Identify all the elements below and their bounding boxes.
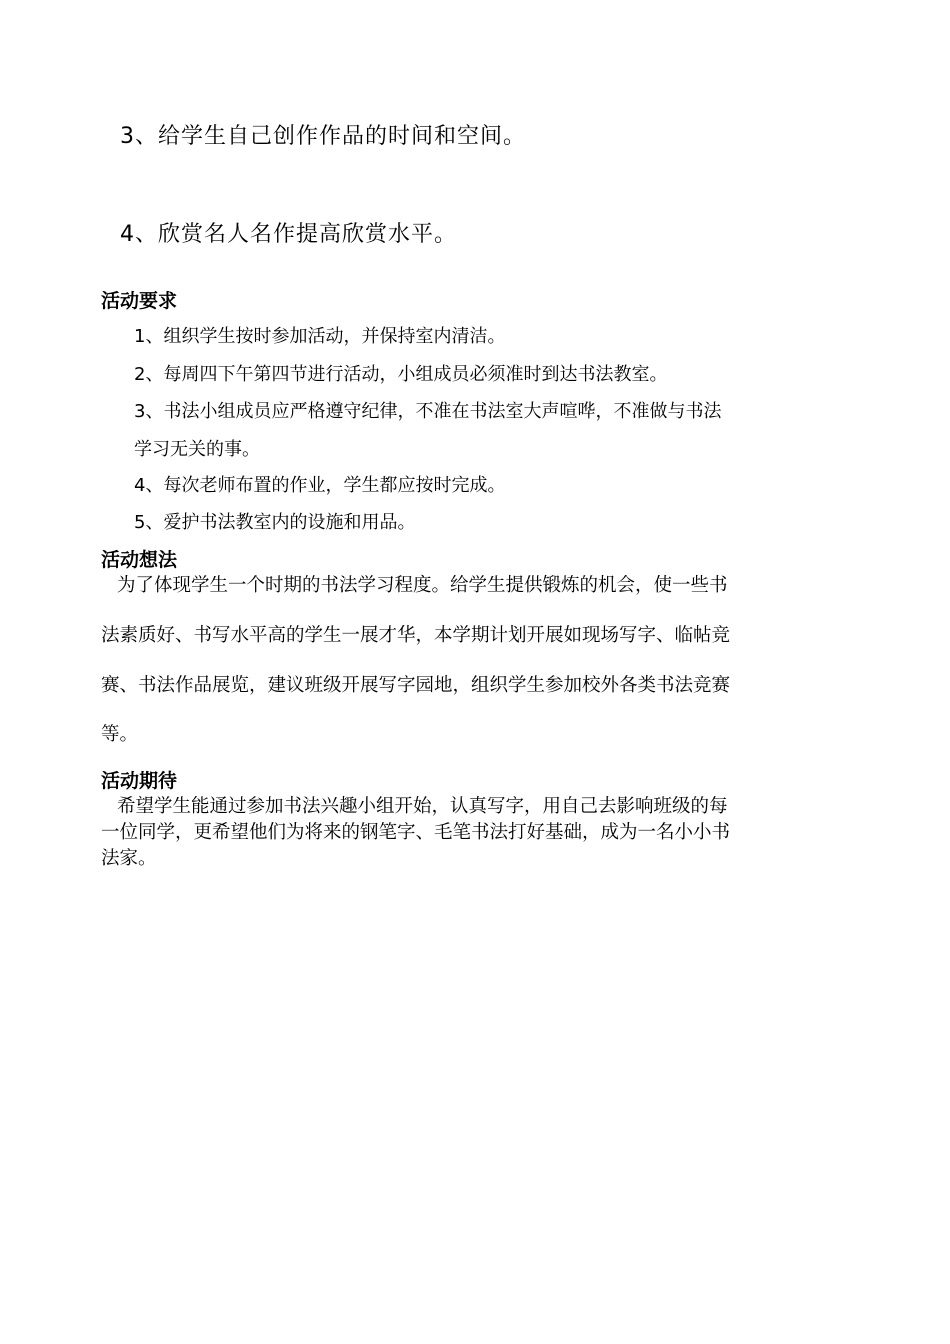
intro-item: 3、给学生自己创作作品的时间和空间。 [120,124,526,149]
requirement-line: 4、每次老师布置的作业，学生都应按时完成。 [134,475,506,496]
ideas-line: 为了体现学生一个时期的书法学习程度。给学生提供锻炼的机会，使一些书 [117,575,728,596]
requirement-line: 2、每周四下午第四节进行活动，小组成员必须准时到达书法教室。 [134,364,668,385]
ideas-line: 等。 [101,724,139,745]
expectations-heading: 活动期待 [101,770,178,792]
ideas-heading: 活动想法 [101,549,178,571]
intro-item: 4、欣赏名人名作提高欣赏水平。 [120,222,457,247]
expectations-line: 法家。 [101,848,157,869]
expectations-line: 一位同学，更希望他们为将来的钢笔字、毛笔书法打好基础，成为一名小小书 [101,822,731,843]
requirement-line: 1、组织学生按时参加活动，并保持室内清洁。 [134,326,506,347]
requirements-heading: 活动要求 [101,290,178,312]
requirement-line: 3、书法小组成员应严格遵守纪律，不准在书法室大声喧哗，不准做与书法 [134,401,722,422]
requirement-line: 5、爱护书法教室内的设施和用品。 [134,512,416,533]
requirement-line: 学习无关的事。 [134,439,260,460]
ideas-line: 赛、书法作品展览，建议班级开展写字园地，组织学生参加校外各类书法竞赛 [101,675,731,696]
ideas-line: 法素质好、书写水平高的学生一展才华，本学期计划开展如现场写字、临帖竞 [101,625,731,646]
expectations-line: 希望学生能通过参加书法兴趣小组开始，认真写字，用自己去影响班级的每 [117,796,728,817]
